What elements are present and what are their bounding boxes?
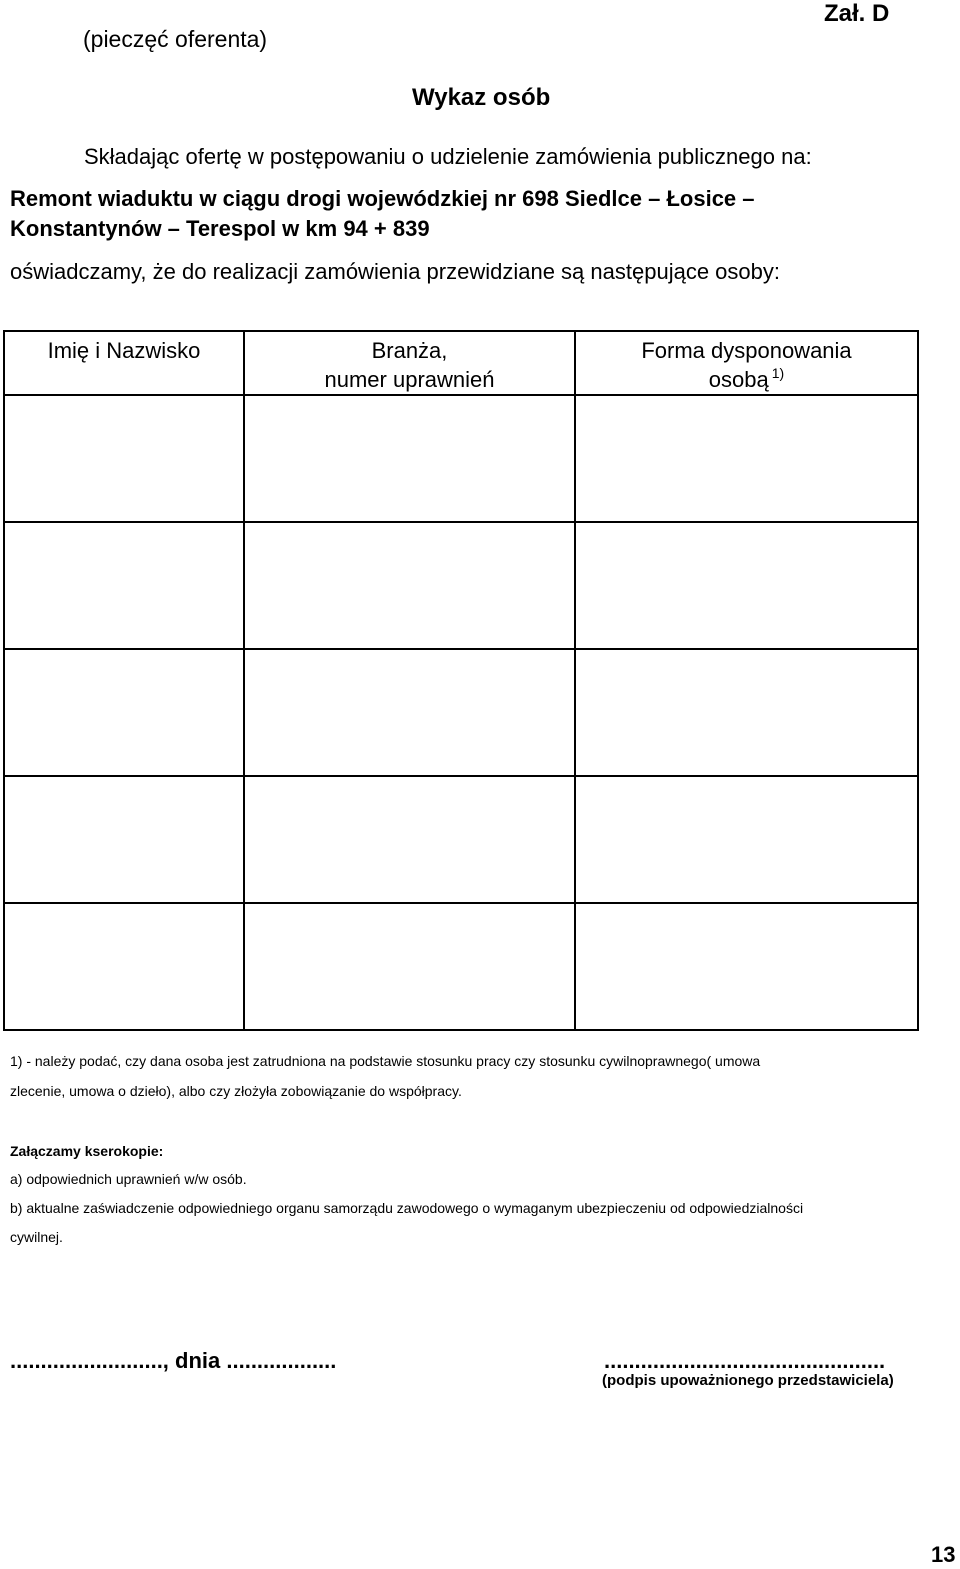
place-date-field[interactable]: ........................., dnia ..................: [10, 1348, 337, 1373]
cell-branch[interactable]: [244, 522, 575, 649]
cell-name[interactable]: [4, 522, 244, 649]
header-branch: [244, 331, 575, 395]
cell-form[interactable]: [575, 395, 918, 522]
attachments-title: Załączamy kserokopie:: [10, 1143, 164, 1159]
cell-name[interactable]: [4, 649, 244, 776]
intro-text: Składając ofertę w postępowaniu o udzielenie zamówienia publicznego na:: [84, 144, 812, 169]
page-number: 13: [931, 1542, 956, 1567]
cell-branch[interactable]: [244, 903, 575, 1030]
table-row: [4, 776, 918, 903]
document-title: Wykaz osób: [412, 84, 551, 111]
attachment-item-b-cont: cywilnej.: [10, 1229, 63, 1245]
table-row: [4, 903, 918, 1030]
table-row: [4, 522, 918, 649]
cell-branch[interactable]: [244, 776, 575, 903]
attachment-item-b: b) aktualne zaświadczenie odpowiedniego organu samorządu zawodowego o wymaganym ubezpieczeniu od odpowiedzialności: [10, 1200, 804, 1216]
stamp-placeholder: (pieczęć oferenta): [83, 26, 268, 52]
cell-name[interactable]: [4, 395, 244, 522]
cell-form[interactable]: [575, 903, 918, 1030]
header-form-line2: osobą: [708, 367, 769, 392]
signature-caption: (podpis upoważnionego przedstawiciela): [602, 1372, 894, 1389]
signature-field[interactable]: ..............................................: [604, 1348, 886, 1373]
cell-branch[interactable]: [244, 649, 575, 776]
attachment-label: Zał. D: [824, 0, 890, 27]
table-header-row: [4, 331, 918, 395]
header-form: [575, 331, 918, 395]
cell-form[interactable]: [575, 522, 918, 649]
persons-table: [3, 330, 919, 1031]
header-branch-line1: Branża,: [371, 338, 448, 363]
cell-name[interactable]: [4, 903, 244, 1030]
table-row: [4, 395, 918, 522]
header-form-line1: Forma dysponowania: [641, 338, 852, 363]
subject-line-2: Konstantynów – Terespol w km 94 + 839: [10, 216, 430, 241]
cell-form[interactable]: [575, 776, 918, 903]
table-row: [4, 649, 918, 776]
cell-branch[interactable]: [244, 395, 575, 522]
header-name: [4, 331, 244, 395]
header-name-label: Imię i Nazwisko: [47, 338, 201, 363]
cell-form[interactable]: [575, 649, 918, 776]
declaration-text: oświadczamy, że do realizacji zamówienia przewidziane są następujące osoby:: [10, 259, 780, 284]
footnote-line-2: zlecenie, umowa o dzieło), albo czy złożyła zobowiązanie do współpracy.: [10, 1083, 462, 1099]
subject-line-1: Remont wiaduktu w ciągu drogi wojewódzkiej nr 698 Siedlce – Łosice –: [10, 186, 755, 211]
footnote-marker: 1): [771, 365, 785, 381]
footnote-line-1: 1) - należy podać, czy dana osoba jest zatrudniona na podstawie stosunku pracy czy stosunku cywilnoprawnego( umowa: [10, 1053, 761, 1069]
header-branch-line2: numer uprawnień: [324, 367, 495, 392]
attachment-item-a: a) odpowiednich uprawnień w/w osób.: [10, 1171, 247, 1187]
cell-name[interactable]: [4, 776, 244, 903]
